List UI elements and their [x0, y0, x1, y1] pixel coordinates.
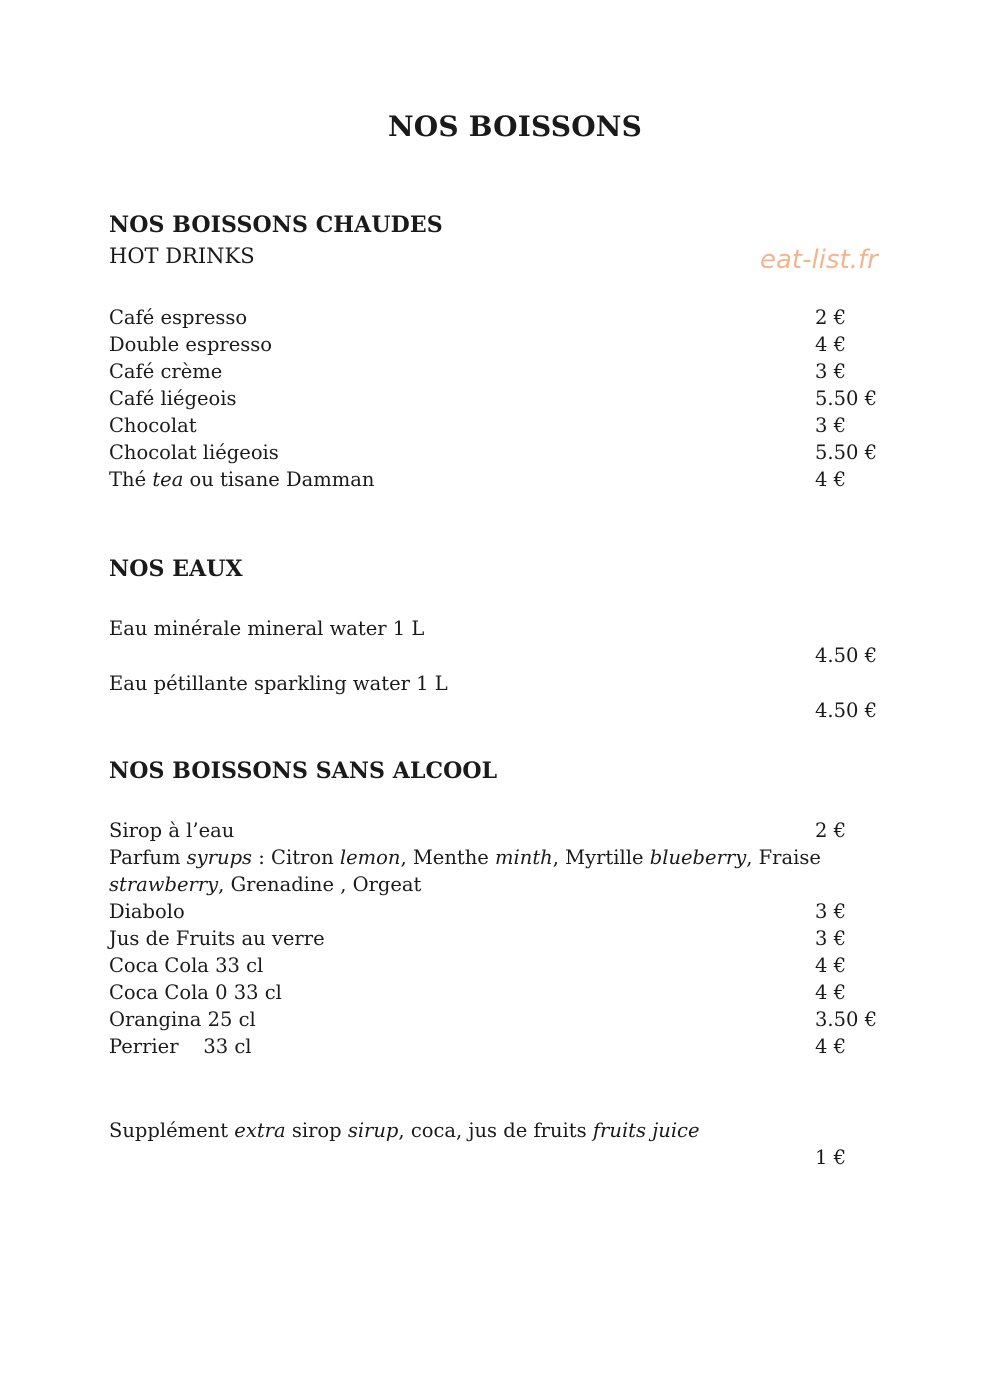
menu-item-name: Chocolat	[109, 414, 197, 437]
italic-translation: sirup	[347, 1119, 399, 1142]
italic-translation: minth	[495, 846, 553, 869]
menu-item-name: Coca Cola 0 33 cl	[109, 981, 282, 1004]
italic-translation: extra	[234, 1119, 286, 1142]
menu-item-price: 4.50 €	[815, 699, 878, 722]
italic-translation: tea	[152, 468, 184, 491]
menu-item-name: Chocolat liégeois	[109, 441, 279, 464]
menu-item-price: 4 €	[815, 981, 847, 1004]
text-segment: , Grenadine , Orgeat	[218, 873, 422, 896]
page-title: NOS BOISSONS	[387, 110, 643, 143]
text-segment: ou tisane Damman	[183, 468, 375, 491]
text-segment: Thé	[109, 468, 153, 491]
menu-item-name: Sirop à l’eau	[109, 819, 235, 842]
section-heading-hot: NOS BOISSONS CHAUDES	[109, 212, 443, 238]
text-segment: , Myrtille	[552, 846, 650, 869]
menu-item-price: 2 €	[815, 819, 847, 842]
menu-item-name: Café crème	[109, 360, 223, 383]
text-segment: : Citron	[252, 846, 340, 869]
menu-item-price: 4 €	[815, 1035, 847, 1058]
menu-item-price: 3 €	[815, 414, 847, 437]
menu-item-name: Coca Cola 33 cl	[109, 954, 264, 977]
watermark: eat-list.fr	[760, 245, 878, 275]
menu-item-name: Orangina 25 cl	[109, 1008, 256, 1031]
supplement-price: 1 €	[815, 1146, 847, 1169]
menu-item-name	[109, 468, 374, 491]
syrup-flavours	[109, 846, 821, 869]
text-segment: , coca, jus de fruits	[398, 1119, 593, 1142]
menu-item-price: 2 €	[815, 306, 847, 329]
section-heading-soft: NOS BOISSONS SANS ALCOOL	[109, 758, 498, 784]
menu-item-name: Eau minérale mineral water 1 L	[109, 617, 425, 640]
text-segment: , Menthe	[400, 846, 496, 869]
italic-translation: strawberry	[109, 873, 219, 896]
section-heading-waters: NOS EAUX	[109, 556, 243, 582]
menu-item-name: Diabolo	[109, 900, 185, 923]
menu-item-name: Double espresso	[109, 333, 273, 356]
menu-item-price: 5.50 €	[815, 441, 878, 464]
italic-translation: blueberry	[649, 846, 747, 869]
menu-item-price: 3 €	[815, 360, 847, 383]
menu-item-price: 5.50 €	[815, 387, 878, 410]
menu-item-price: 4 €	[815, 333, 847, 356]
menu-item-name: Café espresso	[109, 306, 248, 329]
menu-item-price: 3 €	[815, 927, 847, 950]
menu-item-price: 4.50 €	[815, 644, 878, 667]
menu-item-price: 4 €	[815, 954, 847, 977]
menu-item-name: Café liégeois	[109, 387, 237, 410]
text-segment: , Fraise	[746, 846, 821, 869]
supplement-line	[109, 1119, 700, 1142]
menu-item-price: 3 €	[815, 900, 847, 923]
italic-translation: lemon	[339, 846, 401, 869]
syrup-flavours-cont	[109, 873, 421, 896]
italic-translation: fruits juice	[592, 1119, 700, 1142]
menu-item-price: 4 €	[815, 468, 847, 491]
menu-item-name: Eau pétillante sparkling water 1 L	[109, 672, 448, 695]
menu-item-price: 3.50 €	[815, 1008, 878, 1031]
menu-item-name: Perrier 33 cl	[109, 1035, 252, 1058]
text-segment: Supplément	[109, 1119, 235, 1142]
text-segment: Parfum	[109, 846, 187, 869]
text-segment: sirop	[285, 1119, 348, 1142]
italic-translation: syrups	[186, 846, 253, 869]
section-subheading-hot: HOT DRINKS	[109, 244, 255, 268]
menu-item-name: Jus de Fruits au verre	[109, 927, 325, 950]
